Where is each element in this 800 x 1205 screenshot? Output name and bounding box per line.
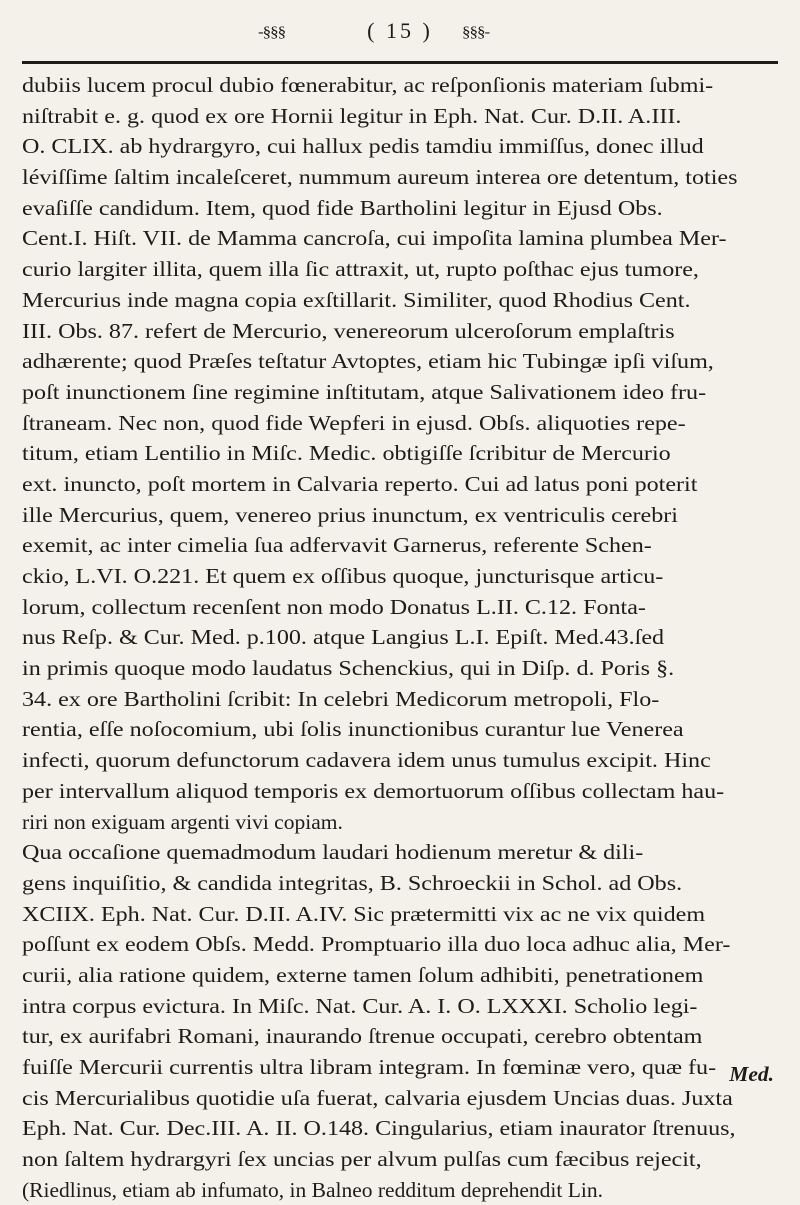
text-line xyxy=(22,807,782,838)
text-line xyxy=(22,960,782,991)
text-line xyxy=(22,101,782,132)
text-line-content: exemit, ac inter cimelia ſua adfervavit Garnerus, referente Schen- xyxy=(22,533,652,558)
text-line xyxy=(22,991,782,1022)
text-line xyxy=(22,408,782,439)
text-line-content: gens inquiſitio, & candida integritas, B. Schroeckii in Schol. ad Obs. xyxy=(22,870,683,895)
text-line xyxy=(22,377,782,408)
text-line-content: III. Obs. 87. refert de Mercurio, venereorum ulceroſorum emplaſtris xyxy=(22,318,675,343)
text-line xyxy=(22,1052,782,1083)
header-ornament-right: §§§- xyxy=(462,23,490,40)
text-line xyxy=(22,684,782,715)
text-line-content: adhærente; quod Præſes teſtatur Avtoptes, etiam hic Tubingæ ipſi viſum, xyxy=(22,349,714,374)
text-line-content: léviſſime ſaltim incaleſceret, nummum aureum interea ore detentum, toties xyxy=(22,165,738,190)
text-line xyxy=(22,899,782,930)
text-line-content: evaſiſſe candidum. Item, quod fide Bartholini legitur in Ejusd Obs. xyxy=(22,195,663,220)
page-number: ( 15 ) xyxy=(367,18,433,43)
text-line-content: rentia, eſſe noſocomium, ubi ſolis inunctionibus curantur lue Venerea xyxy=(22,717,684,742)
text-line-content: in primis quoque modo laudatus Schenckius, qui in Diſp. d. Poris §. xyxy=(22,656,675,681)
text-line-content: ſtraneam. Nec non, quod fide Wepferi in ejusd. Obſs. aliquoties repe- xyxy=(22,410,686,435)
text-line xyxy=(22,1175,782,1205)
text-line xyxy=(22,837,782,868)
text-line xyxy=(22,346,782,377)
text-line xyxy=(22,653,782,684)
text-line xyxy=(22,193,782,224)
text-line-content: per intervallum aliquod temporis ex demortuorum oſſibus collectam hau- xyxy=(22,778,725,803)
catchword: Med. xyxy=(729,1062,774,1086)
text-line-content: (Riedlinus, etiam ab infumato, in Balneo redditum deprehendit Lin. xyxy=(22,1177,603,1202)
text-line-content: lorum, collectum recenſent non modo Donatus L.II. C.12. Fonta- xyxy=(22,594,646,619)
text-line-content: infecti, quorum defunctorum cadavera idem unus tumulus excipit. Hinc xyxy=(22,748,711,773)
text-line-content: intra corpus evictura. In Miſc. Nat. Cur. A. I. O. LXXXI. Scholio legi- xyxy=(22,993,698,1018)
text-line-content: curio largiter illita, quem illa ſic attraxit, ut, rupto poſthac ejus tumore, xyxy=(22,257,699,282)
text-line-content: Mercurius inde magna copia exſtillarit. Similiter, quod Rhodius Cent. xyxy=(22,287,691,312)
text-line-content: riri non exiguam argenti vivi copiam. xyxy=(22,809,343,834)
text-line-content: ckio, L.VI. O.221. Et quem ex oſſibus quoque, juncturisque articu- xyxy=(22,564,664,588)
text-line-content: dubiis lucem procul dubio fœnerabitur, ac reſponſionis materiam ſubmi- xyxy=(22,73,714,97)
body-text xyxy=(22,70,782,1205)
text-line xyxy=(22,714,782,745)
text-line xyxy=(22,70,782,101)
text-line xyxy=(22,285,782,316)
text-line xyxy=(22,776,782,807)
text-line xyxy=(22,561,782,592)
text-line xyxy=(22,622,782,653)
text-line-content: ext. inuncto, poſt mortem in Calvaria reperto. Cui ad latus poni poterit xyxy=(22,471,698,496)
text-line xyxy=(22,500,782,531)
text-line xyxy=(22,929,782,960)
text-line xyxy=(22,316,782,347)
text-line-content: nus Reſp. & Cur. Med. p.100. atque Langius L.I. Epiſt. Med.43.ſed xyxy=(22,625,665,650)
page-header xyxy=(0,16,800,56)
text-line xyxy=(22,469,782,500)
text-line-content: tur, ex aurifabri Romani, inaurando ſtrenue occupati, cerebro obtentam xyxy=(22,1024,703,1049)
text-line xyxy=(22,438,782,469)
text-line xyxy=(22,254,782,285)
text-line xyxy=(22,131,782,162)
text-line-content: Eph. Nat. Cur. Dec.III. A. II. O.148. Cingularius, etiam inaurator ſtrenuus, xyxy=(22,1116,736,1141)
text-line-content: poſſunt ex eodem Obſs. Medd. Promptuario illa duo loca adhuc alia, Mer- xyxy=(22,932,731,957)
header-rule xyxy=(22,61,778,64)
text-line-content: poſt inunctionem ſine regimine inſtitutam, atque Salivationem ideo fru- xyxy=(22,379,707,404)
text-line-content: O. CLIX. ab hydrargyro, cui hallux pedis tamdiu immiſſus, donec illud xyxy=(22,134,704,159)
text-line-content: curii, alia ratione quidem, externe tamen ſolum adhibiti, penetrationem xyxy=(22,962,704,987)
text-line-content: Cent.I. Hiſt. VII. de Mamma cancroſa, cui impoſita lamina plumbea Mer- xyxy=(22,226,727,251)
text-line xyxy=(22,745,782,776)
header-ornament-left: -§§§ xyxy=(258,23,286,40)
text-line xyxy=(22,162,782,193)
text-line xyxy=(22,1113,782,1144)
text-line-content: niſtrabit e. g. quod ex ore Hornii legitur in Eph. Nat. Cur. D.II. A.III. xyxy=(22,103,682,128)
text-line-content: Qua occaſione quemadmodum laudari hodienum meretur & dili- xyxy=(22,840,644,865)
text-line xyxy=(22,1021,782,1052)
text-line-content: XCIIX. Eph. Nat. Cur. D.II. A.IV. Sic prætermitti vix ac ne vix quidem xyxy=(22,901,706,926)
text-line-content: 34. ex ore Bartholini ſcribit: In celebri Medicorum metropoli, Flo- xyxy=(22,686,660,711)
text-line xyxy=(22,1083,782,1114)
text-line-content: fuiſſe Mercurii currentis ultra libram integram. In fœminæ vero, quæ fu- xyxy=(22,1055,717,1079)
text-line xyxy=(22,1144,782,1175)
text-line-content: cis Mercurialibus quotidie uſa fuerat, calvaria ejusdem Uncias duas. Juxta xyxy=(22,1085,733,1110)
text-line xyxy=(22,592,782,623)
text-line xyxy=(22,868,782,899)
text-line xyxy=(22,530,782,561)
text-line-content: ille Mercurius, quem, venereo prius inunctum, ex ventriculis cerebri xyxy=(22,502,678,527)
text-line xyxy=(22,223,782,254)
text-line-content: titum, etiam Lentilio in Miſc. Medic. obtigiſſe ſcribitur de Mercurio xyxy=(22,441,671,466)
text-line-content: non ſaltem hydrargyri ſex uncias per alvum pulſas cum fæcibus rejecit, xyxy=(22,1147,702,1172)
